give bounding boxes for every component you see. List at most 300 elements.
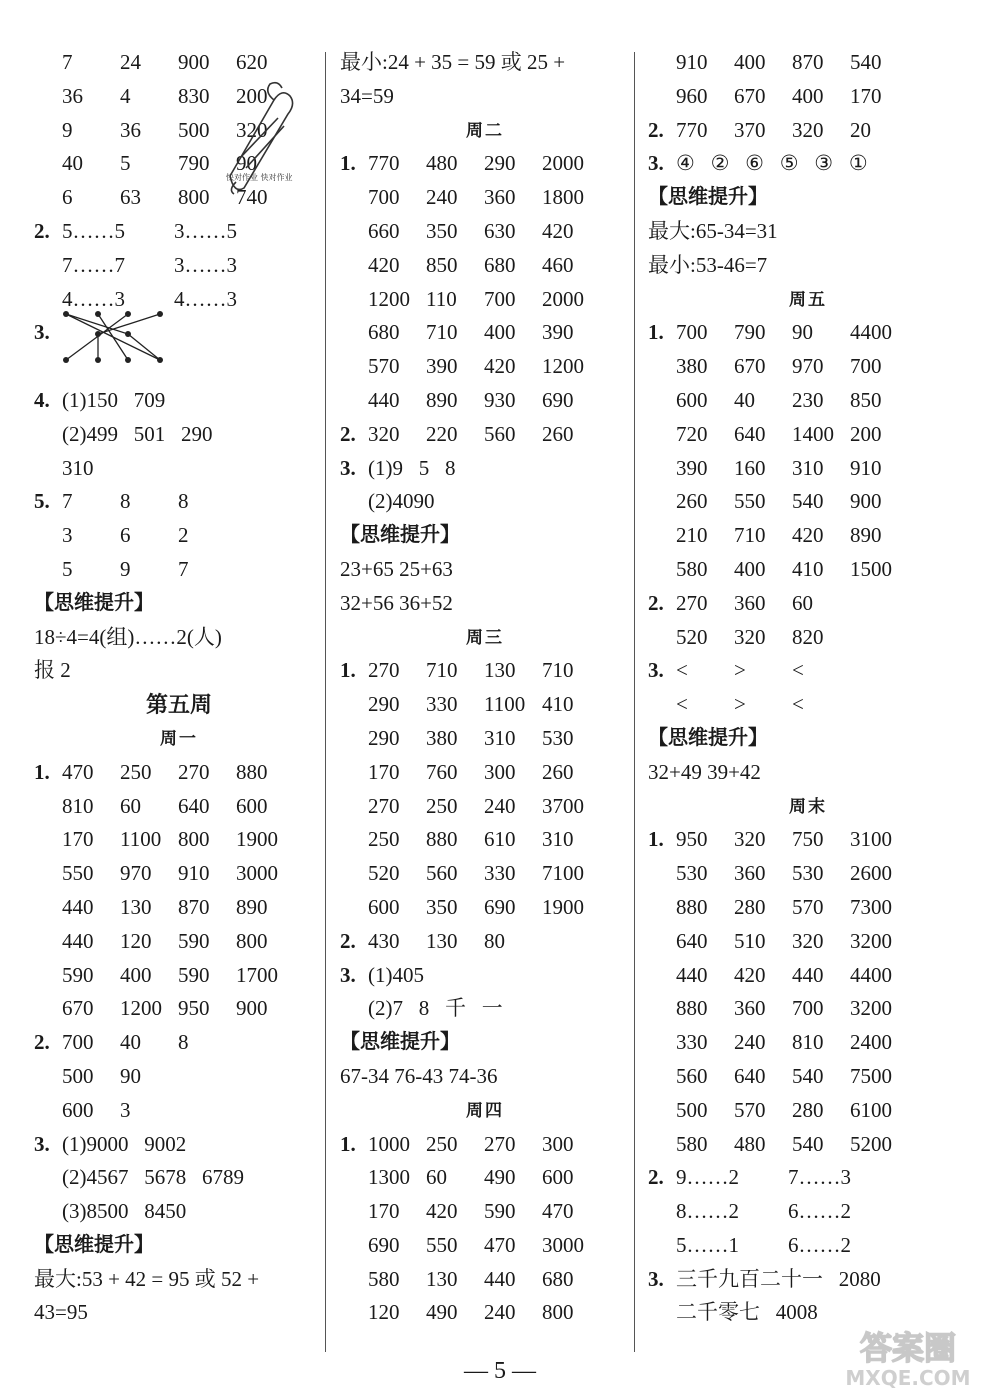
answer-cell: 1500	[850, 556, 892, 581]
answer-row	[34, 823, 324, 857]
answer-text: (2)4567 5678 6789	[62, 1165, 244, 1190]
answer-cell: 260	[542, 421, 574, 446]
answer-cell: 700	[484, 286, 516, 311]
answer-text: (1)405	[368, 962, 424, 987]
answer-cell: >	[734, 658, 746, 683]
answer-row	[648, 384, 968, 418]
answer-line: 32+56 36+52	[340, 590, 453, 615]
answer-row	[34, 249, 324, 283]
answer-cell: 5……1	[676, 1232, 739, 1257]
answer-cell: 420	[426, 1199, 458, 1224]
answer-cell: 8……2	[676, 1199, 739, 1224]
answer-line: 43=95	[34, 1300, 88, 1325]
answer-cell: 400	[792, 83, 824, 108]
answer-cell: 270	[178, 759, 210, 784]
answer-cell: 230	[792, 387, 824, 412]
answer-cell: 9	[62, 117, 73, 142]
answer-row	[648, 418, 968, 452]
answer-cell: 250	[426, 793, 458, 818]
answer-row	[340, 249, 630, 283]
answer-cell: 560	[484, 421, 516, 446]
answer-cell: 970	[120, 861, 152, 886]
day-heading: 周二	[466, 120, 504, 140]
answer-row	[340, 147, 630, 181]
question-number: 2.	[340, 421, 356, 446]
answer-cell: 960	[676, 83, 708, 108]
answer-cell: 580	[676, 556, 708, 581]
answer-row	[648, 1060, 968, 1094]
answer-column-3	[648, 46, 968, 1330]
matching-dot	[125, 331, 131, 337]
answer-cell: 4……3	[62, 286, 125, 311]
answer-cell: <	[676, 692, 688, 717]
answer-row	[340, 1263, 630, 1297]
watermark-url: MXQE.COM	[845, 1366, 971, 1390]
answer-row	[648, 147, 968, 181]
answer-cell: 910	[676, 50, 708, 74]
answer-cell: 9……2	[676, 1165, 739, 1190]
answer-cell: 420	[734, 962, 766, 987]
answer-cell: 950	[676, 827, 708, 852]
answer-cell: 63	[120, 185, 141, 210]
answer-cell: 740	[236, 185, 268, 210]
answer-cell: 800	[178, 185, 210, 210]
answer-cell: 310	[484, 725, 516, 750]
answer-cell: 1800	[542, 185, 584, 210]
answer-row	[340, 418, 630, 452]
answer-cell: 40	[62, 151, 83, 176]
answer-row	[340, 1128, 630, 1162]
answer-row	[340, 992, 630, 1026]
answer-cell: 880	[236, 759, 268, 784]
answer-row	[340, 1296, 630, 1330]
answer-cell: 540	[850, 50, 882, 74]
answer-cell: 700	[792, 996, 824, 1021]
answer-cell: 800	[178, 827, 210, 852]
answer-cell: 1700	[236, 962, 278, 987]
answer-cell: 670	[62, 996, 94, 1021]
matching-dot	[95, 331, 101, 337]
answer-cell: <	[792, 692, 804, 717]
answer-cell: 120	[368, 1300, 400, 1325]
answer-cell: 280	[792, 1097, 824, 1122]
answer-cell: 4……3	[174, 286, 237, 311]
answer-cell: 240	[734, 1030, 766, 1055]
answer-row	[340, 722, 630, 756]
answer-cell: 910	[178, 861, 210, 886]
answer-line: 最大:53 + 42 = 95 或 52 +	[34, 1266, 260, 1291]
answer-cell: 260	[676, 489, 708, 514]
answer-cell: 700	[676, 320, 708, 345]
answer-cell: 40	[120, 1030, 141, 1055]
answer-row	[648, 992, 968, 1026]
answer-cell: 270	[368, 658, 400, 683]
answer-cell: 270	[484, 1131, 516, 1156]
matching-dot	[63, 311, 69, 317]
answer-cell: 7100	[542, 861, 584, 886]
answer-cell: 130	[484, 658, 516, 683]
answer-cell: 360	[734, 861, 766, 886]
answer-cell: 590	[178, 962, 210, 987]
answer-cell: 7	[178, 556, 189, 581]
question-number: 3.	[34, 320, 50, 345]
answer-row	[34, 452, 324, 486]
answer-cell: 810	[62, 793, 94, 818]
answer-cell: 5	[62, 556, 73, 581]
question-number: 1.	[340, 151, 356, 176]
answer-cell: 400	[120, 962, 152, 987]
answer-row	[340, 485, 630, 519]
answer-text: (2)499 501 290	[62, 421, 213, 446]
answer-cell: 3200	[850, 996, 892, 1021]
answer-cell: 320	[792, 117, 824, 142]
answer-cell: 80	[484, 928, 505, 953]
answer-cell: 170	[368, 1199, 400, 1224]
answer-cell: 770	[676, 117, 708, 142]
answer-cell: 440	[62, 894, 94, 919]
answer-cell: 900	[178, 50, 210, 74]
thinking-section-heading: 【思维提升】	[340, 524, 460, 547]
answer-cell: 250	[120, 759, 152, 784]
answer-cell: 500	[62, 1063, 94, 1088]
answer-text: (3)8500 8450	[62, 1199, 187, 1224]
answer-cell: 520	[368, 861, 400, 886]
answer-cell: 900	[236, 996, 268, 1021]
answer-cell: 200	[850, 421, 882, 446]
answer-cell: 690	[368, 1232, 400, 1257]
answer-cell: 390	[676, 455, 708, 480]
answer-cell: 880	[426, 827, 458, 852]
answer-row	[34, 215, 324, 249]
question-number: 2.	[648, 1165, 664, 1190]
answer-cell: 300	[542, 1131, 574, 1156]
answer-row	[648, 1263, 968, 1297]
answer-cell: 3200	[850, 928, 892, 953]
question-number: 1.	[648, 827, 664, 852]
answer-row	[34, 1094, 324, 1128]
answer-cell: 330	[484, 861, 516, 886]
question-number: 1.	[648, 320, 664, 345]
answer-cell: 1200	[542, 354, 584, 379]
answer-cell: 350	[426, 218, 458, 243]
answer-cell: 490	[426, 1300, 458, 1325]
answer-row	[648, 688, 968, 722]
answer-cell: 660	[368, 218, 400, 243]
answer-cell: 3……3	[174, 252, 237, 277]
answer-cell: 570	[792, 894, 824, 919]
day-heading: 周一	[160, 728, 198, 748]
answer-row	[648, 823, 968, 857]
matching-dot	[157, 311, 163, 317]
answer-row	[34, 756, 324, 790]
answer-cell: 3700	[542, 793, 584, 818]
answer-cell: 590	[484, 1199, 516, 1224]
answer-cell: 400	[734, 50, 766, 74]
answer-cell: 550	[62, 861, 94, 886]
answer-cell: 710	[734, 523, 766, 548]
answer-row	[340, 823, 630, 857]
answer-cell: 690	[484, 894, 516, 919]
answer-cell: 270	[676, 590, 708, 615]
answer-row	[34, 519, 324, 553]
matching-line	[66, 314, 128, 334]
answer-cell: 670	[734, 83, 766, 108]
answer-row	[340, 891, 630, 925]
answer-row	[34, 46, 324, 80]
answer-cell: 4400	[850, 320, 892, 345]
answer-cell: 2000	[542, 286, 584, 311]
question-number: 3.	[340, 455, 356, 480]
answer-row	[34, 418, 324, 452]
question-number: 2.	[648, 590, 664, 615]
answer-cell: 130	[120, 894, 152, 919]
answer-cell: 36	[120, 117, 141, 142]
answer-cell: 90	[120, 1063, 141, 1088]
answer-cell: 600	[368, 894, 400, 919]
answer-cell: 1900	[542, 894, 584, 919]
answer-cell: 370	[734, 117, 766, 142]
answer-cell: 470	[62, 759, 94, 784]
day-heading: 周五	[789, 289, 827, 309]
watermark-title: 答案圈	[859, 1329, 957, 1367]
question-number: 1.	[340, 658, 356, 683]
answer-cell: 240	[426, 185, 458, 210]
answer-cell: 610	[484, 827, 516, 852]
answer-cell: 6100	[850, 1097, 892, 1122]
answer-cell: 1100	[120, 827, 162, 852]
answer-cell: 320	[368, 421, 400, 446]
answer-text: ④ ② ⑥ ⑤ ③ ①	[676, 151, 868, 176]
answer-cell: 640	[178, 793, 210, 818]
answer-cell: 2000	[542, 151, 584, 176]
answer-cell: 390	[426, 354, 458, 379]
day-heading: 周四	[466, 1100, 504, 1120]
answer-cell: 570	[368, 354, 400, 379]
answer-cell: 420	[792, 523, 824, 548]
answer-cell: 60	[792, 590, 813, 615]
answer-text: (1)9 5 8	[368, 455, 456, 480]
answer-cell: 5……5	[62, 218, 125, 243]
question-number: 3.	[648, 1266, 664, 1291]
answer-cell: 850	[850, 387, 882, 412]
answer-cell: 160	[734, 455, 766, 480]
answer-cell: 760	[426, 759, 458, 784]
answer-row	[340, 316, 630, 350]
answer-row	[34, 1161, 324, 1195]
answer-row	[34, 1195, 324, 1229]
answer-cell: 2600	[850, 861, 892, 886]
answer-row	[34, 959, 324, 993]
answer-row	[648, 1195, 968, 1229]
answer-cell: 640	[734, 1063, 766, 1088]
answer-row	[340, 181, 630, 215]
answer-cell: 260	[542, 759, 574, 784]
answer-cell: 7……3	[788, 1165, 851, 1190]
answer-row	[340, 215, 630, 249]
answer-cell: 820	[792, 624, 824, 649]
answer-cell: 470	[542, 1199, 574, 1224]
answer-cell: 890	[426, 387, 458, 412]
answer-cell: 3100	[850, 827, 892, 852]
answer-cell: 2400	[850, 1030, 892, 1055]
answer-row	[34, 925, 324, 959]
question-number: 3.	[340, 962, 356, 987]
answer-cell: 440	[62, 928, 94, 953]
answer-row	[648, 621, 968, 655]
question-number: 2.	[34, 1030, 50, 1055]
answer-cell: 710	[542, 658, 574, 683]
answer-cell: 790	[178, 151, 210, 176]
answer-cell: 800	[542, 1300, 574, 1325]
answer-cell: 130	[426, 928, 458, 953]
answer-column-2	[340, 46, 630, 1330]
answer-cell: 7	[62, 50, 73, 74]
matching-dot	[125, 357, 131, 363]
answer-cell: 1200	[120, 996, 162, 1021]
answer-column-1	[34, 46, 324, 1330]
answer-cell: 290	[484, 151, 516, 176]
answer-row	[648, 316, 968, 350]
answer-cell: 9	[120, 556, 131, 581]
question-number: 2.	[340, 928, 356, 953]
answer-cell: 480	[734, 1131, 766, 1156]
answer-cell: 400	[734, 556, 766, 581]
answer-cell: 930	[484, 387, 516, 412]
answer-cell: >	[734, 692, 746, 717]
answer-cell: 540	[792, 1063, 824, 1088]
thinking-section-heading: 【思维提升】	[648, 726, 768, 749]
answer-cell: 910	[850, 455, 882, 480]
answer-cell: 5	[120, 151, 131, 176]
answer-cell: 360	[734, 996, 766, 1021]
thinking-section-heading: 【思维提升】	[648, 186, 768, 209]
answer-cell: 550	[734, 489, 766, 514]
answer-cell: <	[676, 658, 688, 683]
answer-cell: 40	[734, 387, 755, 412]
answer-row	[648, 654, 968, 688]
answer-cell: 320	[792, 928, 824, 953]
answer-cell: 700	[850, 354, 882, 379]
answer-cell: 4400	[850, 962, 892, 987]
answer-cell: 770	[368, 151, 400, 176]
answer-row	[34, 553, 324, 587]
answer-line: 32+49 39+42	[648, 759, 761, 784]
answer-row	[648, 114, 968, 148]
answer-line: 67-34 76-43 74-36	[340, 1063, 498, 1088]
answer-cell: 810	[792, 1030, 824, 1055]
answer-text: (2)4090	[368, 489, 435, 514]
answer-cell: 240	[484, 793, 516, 818]
answer-cell: 750	[792, 827, 824, 852]
answer-cell: 250	[426, 1131, 458, 1156]
answer-cell: 720	[676, 421, 708, 446]
answer-text: 三千九百二十一 2080	[676, 1266, 881, 1291]
answer-row	[340, 959, 630, 993]
matching-dot	[125, 311, 131, 317]
answer-cell: 600	[62, 1097, 94, 1122]
answer-row	[340, 384, 630, 418]
answer-row	[648, 1229, 968, 1263]
answer-cell: 110	[426, 286, 457, 311]
answer-row	[34, 992, 324, 1026]
answer-cell: 460	[542, 252, 574, 277]
answer-cell: 790	[734, 320, 766, 345]
pencil-stamp-icon	[220, 78, 300, 198]
answer-text: (2)7 8 千 一	[368, 996, 503, 1021]
question-number: 1.	[34, 759, 50, 784]
matching-line	[66, 314, 128, 360]
answer-cell: 60	[426, 1165, 447, 1190]
answer-cell: 620	[236, 50, 268, 74]
matching-dot	[157, 357, 163, 363]
answer-cell: 20	[850, 117, 871, 142]
answer-cell: 580	[368, 1266, 400, 1291]
answer-row	[34, 891, 324, 925]
answer-cell: 540	[792, 489, 824, 514]
answer-cell: 1300	[368, 1165, 410, 1190]
answer-cell: 7……7	[62, 252, 125, 277]
answer-cell: 400	[484, 320, 516, 345]
answer-row	[340, 1195, 630, 1229]
answer-cell: 290	[368, 725, 400, 750]
stamp-label: 快对作业 快对作业	[226, 173, 293, 182]
question-number: 2.	[648, 117, 664, 142]
answer-cell: 6	[120, 523, 131, 548]
answer-cell: 8	[178, 1030, 189, 1055]
answer-cell: 2	[178, 523, 189, 548]
answer-text: 310	[62, 455, 94, 480]
answer-cell: 440	[368, 387, 400, 412]
answer-cell: 560	[426, 861, 458, 886]
answer-cell: 530	[676, 861, 708, 886]
answer-row	[340, 350, 630, 384]
thinking-section-heading: 【思维提升】	[34, 1233, 154, 1256]
answer-cell: 220	[426, 421, 458, 446]
thinking-section-heading: 【思维提升】	[340, 1031, 460, 1054]
answer-cell: 36	[62, 83, 83, 108]
answer-cell: 550	[426, 1232, 458, 1257]
answer-row	[648, 1094, 968, 1128]
answer-cell: 420	[484, 354, 516, 379]
answer-row	[648, 80, 968, 114]
answer-cell: 310	[792, 455, 824, 480]
answer-cell: 330	[676, 1030, 708, 1055]
answer-cell: 250	[368, 827, 400, 852]
answer-cell: 710	[426, 320, 458, 345]
answer-cell: 410	[542, 692, 574, 717]
answer-line: 报 2	[34, 658, 71, 683]
answer-cell: 520	[676, 624, 708, 649]
answer-cell: 6……2	[788, 1232, 851, 1257]
answer-row	[648, 857, 968, 891]
answer-cell: 420	[542, 218, 574, 243]
answer-cell: 6……2	[788, 1199, 851, 1224]
matching-dot	[63, 357, 69, 363]
answer-cell: 210	[676, 523, 708, 548]
answer-row	[648, 959, 968, 993]
answer-row	[648, 891, 968, 925]
question-number: 4.	[34, 387, 50, 412]
answer-cell: 540	[792, 1131, 824, 1156]
answer-row	[340, 1161, 630, 1195]
answer-row	[648, 553, 968, 587]
answer-row	[34, 316, 324, 384]
answer-cell: 3	[62, 523, 73, 548]
answer-cell: 8	[178, 489, 189, 514]
answer-cell: 1900	[236, 827, 278, 852]
answer-cell: 3……5	[174, 218, 237, 243]
answer-row	[340, 688, 630, 722]
